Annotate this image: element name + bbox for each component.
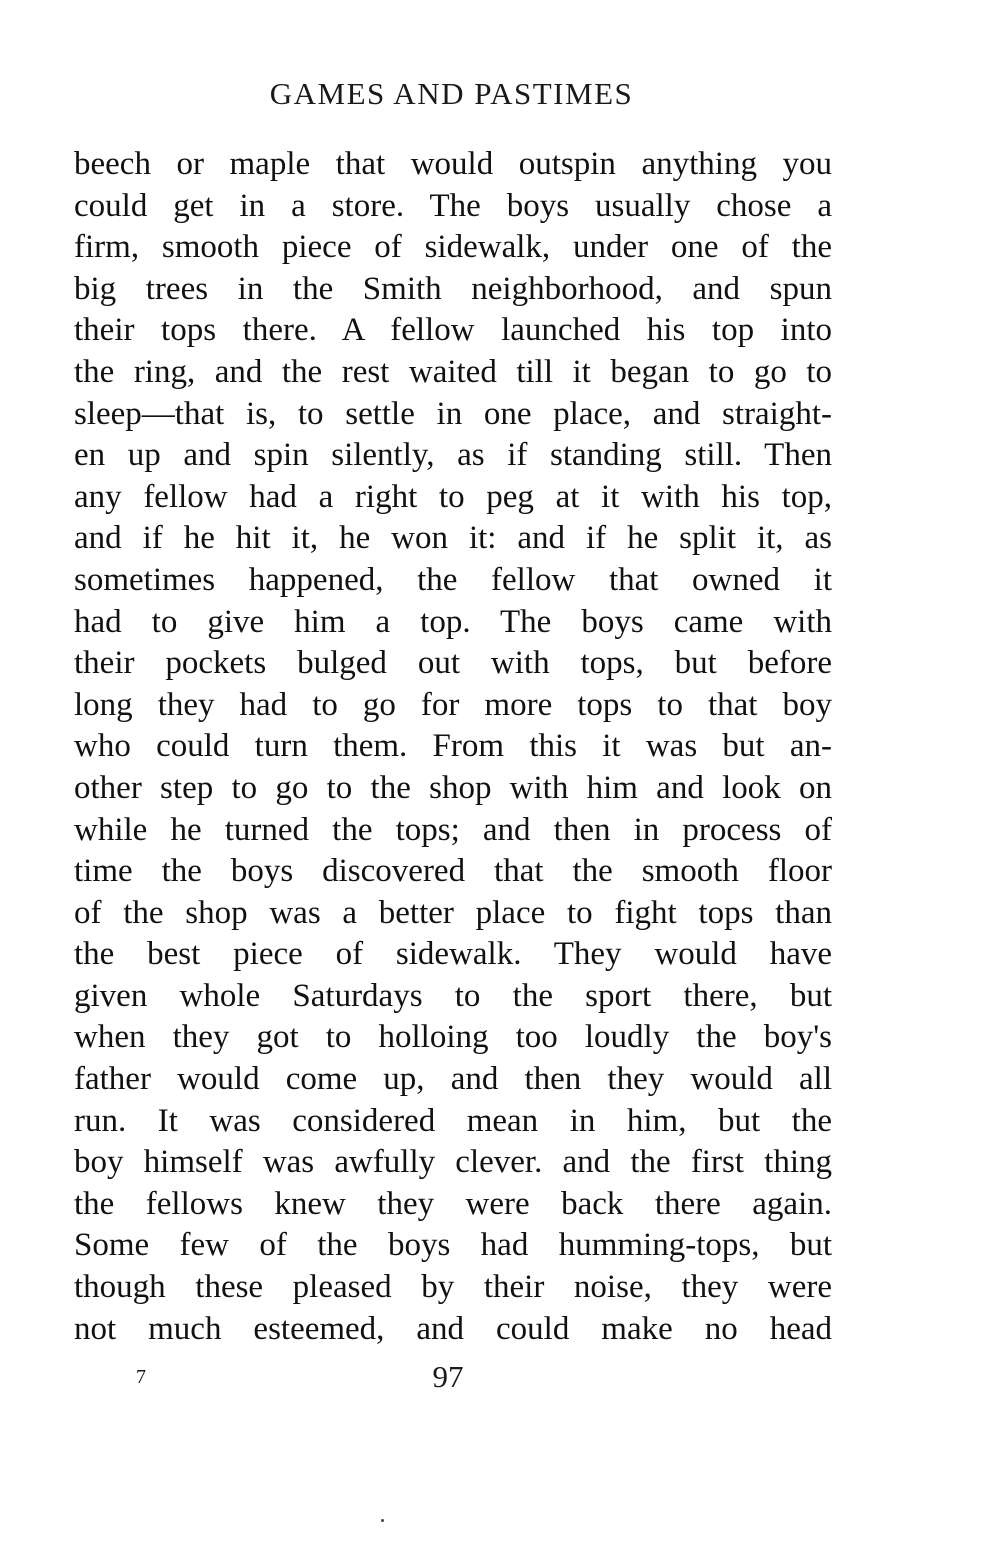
text-line: the best piece of sidewalk. They would have <box>74 936 832 973</box>
body-text <box>74 144 832 1350</box>
text-line: father would come up, and then they would all <box>74 1061 832 1098</box>
text-line: the fellows knew they were back there again. <box>74 1185 832 1222</box>
text-line: not much esteemed, and could make no head <box>74 1310 832 1347</box>
text-line: run. It was considered mean in him, but the <box>74 1102 832 1139</box>
text-line: beech or maple that would outspin anything you <box>74 146 832 182</box>
text-line: other step to go to the shop with him and look on <box>74 769 832 806</box>
text-line: when they got to holloing too loudly the boy's <box>74 1019 832 1056</box>
text-line: and if he hit it, he won it: and if he split it, as <box>74 520 832 557</box>
running-head: GAMES AND PASTIMES <box>269 76 634 111</box>
text-line: their pockets bulged out with tops, but before <box>74 645 832 682</box>
text-line: boy himself was awfully clever. and the first thing <box>74 1144 832 1181</box>
text-line: sleep—that is, to settle in one place, and straight- <box>74 395 832 432</box>
text-line: firm, smooth piece of sidewalk, under one of the <box>74 229 832 266</box>
text-line: of the shop was a better place to fight tops than <box>74 894 832 931</box>
text-line: long they had to go for more tops to that boy <box>74 686 832 723</box>
text-line: sometimes happened, the fellow that owned it <box>74 561 832 598</box>
page-number: 97 <box>432 1359 464 1394</box>
text-line: their tops there. A fellow launched his top into <box>74 312 832 349</box>
text-line: though these pleased by their noise, they were <box>74 1269 832 1306</box>
text-line: Some few of the boys had humming-tops, but <box>74 1227 832 1264</box>
text-line: who could turn them. From this it was but an- <box>74 728 832 765</box>
text-line: en up and spin silently, as if standing still. Then <box>74 437 832 474</box>
text-line: big trees in the Smith neighborhood, and spun <box>74 270 832 307</box>
text-line: time the boys discovered that the smooth floor <box>74 853 832 890</box>
print-speck <box>381 1519 384 1522</box>
text-line: given whole Saturdays to the sport there, but <box>74 977 832 1014</box>
text-line: could get in a store. The boys usually chose a <box>74 187 832 224</box>
text-line: any fellow had a right to peg at it with his top, <box>74 478 832 515</box>
page-footer <box>0 1357 1003 1397</box>
text-line: had to give him a top. The boys came with <box>74 603 832 640</box>
signature-mark: 7 <box>136 1366 146 1388</box>
text-line: while he turned the tops; and then in process of <box>74 811 832 848</box>
text-line: the ring, and the rest waited till it began to go to <box>74 353 832 390</box>
